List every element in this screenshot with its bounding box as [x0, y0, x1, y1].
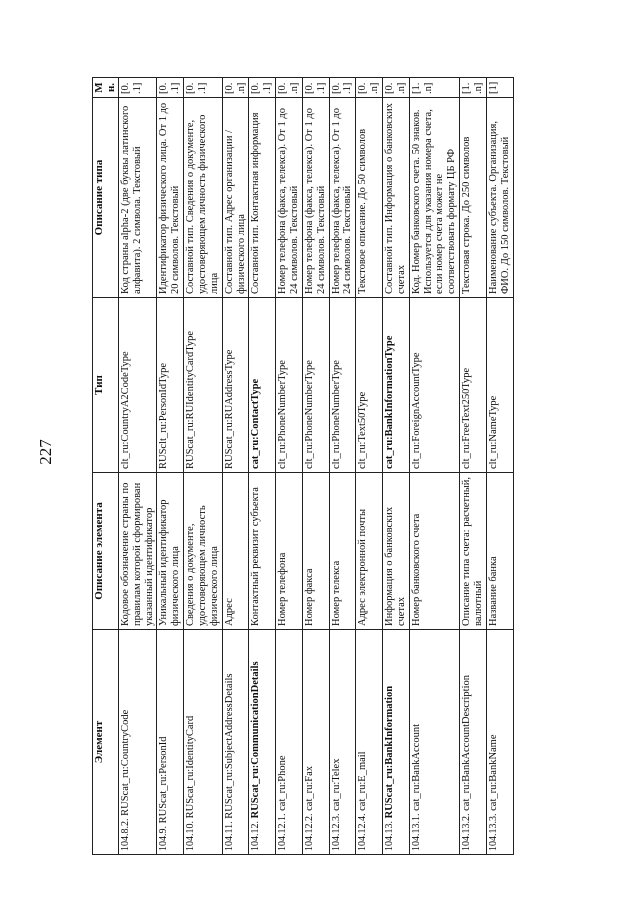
- cell-element: [486, 630, 513, 855]
- cell-element: [383, 630, 410, 855]
- table-row: [329, 78, 356, 855]
- cell-type: clt_ru:Text50Type: [356, 298, 383, 473]
- cell-element: [302, 630, 329, 855]
- separator: [185, 818, 196, 821]
- row-number: 104.9.: [158, 826, 170, 851]
- table-row: [184, 78, 223, 855]
- table-row: [383, 78, 410, 855]
- row-number: 104.13.: [384, 821, 396, 851]
- row-number: 104.12.3.: [330, 813, 342, 851]
- element-name: RUScat_ru:CountryCode: [119, 709, 131, 816]
- table-row: [460, 78, 487, 855]
- element-name: RUScat_ru:BankInformation: [384, 685, 396, 819]
- cell-element: [118, 630, 157, 855]
- cell-element: [460, 630, 487, 855]
- table-row: [409, 78, 459, 855]
- cell-element-description: Номер факса: [302, 473, 329, 630]
- table-row: [249, 78, 276, 855]
- cell-multiplicity: [0..1]: [329, 78, 356, 98]
- table-row: [302, 78, 329, 855]
- cell-type-description: Номер телефона (факса, телекса). От 1 до 24 символов. Текстовый: [329, 98, 356, 298]
- cell-multiplicity: [0..1]: [249, 78, 276, 98]
- table-row: [222, 78, 249, 855]
- cell-type-description: Номер телефона (факса, телекса). От 1 до 24 символов. Текстовый: [302, 98, 329, 298]
- cell-element: [409, 630, 459, 855]
- cell-element: [157, 630, 184, 855]
- cell-element: [249, 630, 276, 855]
- rotated-page-content: [92, 78, 618, 855]
- cell-type: clt_ru:PhoneNumberType: [302, 298, 329, 473]
- cell-element-description: Номер банковского счета: [409, 473, 459, 630]
- cell-type: RUScat_ru:RUAddressType: [222, 298, 249, 473]
- cell-type-description: Номер телефона (факса, телекса). От 1 до 24 символов. Текстовый: [276, 98, 303, 298]
- table-row: [276, 78, 303, 855]
- cell-type-description: Составной тип. Контактная информация: [249, 98, 276, 298]
- cell-type: cat_ru:BankInformationType: [383, 298, 410, 473]
- cell-type: RUSclt_ru:PersonIdType: [157, 298, 184, 473]
- cell-multiplicity: [1..n]: [460, 78, 487, 98]
- cell-element-description: Адрес электронной почты: [356, 473, 383, 630]
- cell-element-description: Номер телекса: [329, 473, 356, 630]
- cell-element-description: Уникальный идентификатор физического лица: [157, 473, 184, 630]
- table-row: [118, 78, 157, 855]
- cell-type: cat_ru:ContactType: [249, 298, 276, 473]
- table-header-row: [93, 78, 119, 855]
- table-row: [157, 78, 184, 855]
- cell-type-description: Код. Номер банковского счета. 50 знаков. Используется для указания номера счета, если номер счета может не соответствовать формату ЦБ РФ: [409, 98, 459, 298]
- cell-type: clt_ru:FreeText250Type: [460, 298, 487, 473]
- cell-element-description: Номер телефона: [276, 473, 303, 630]
- element-name: cat_ru:BankName: [487, 734, 499, 811]
- element-name: cat_ru:Fax: [303, 765, 315, 811]
- cell-multiplicity: [0..n]: [356, 78, 383, 98]
- cell-type: clt_ru:PhoneNumberType: [329, 298, 356, 473]
- cell-type-description: Идентификатор физического лица. От 1 до 20 символов. Текстовый: [157, 98, 184, 298]
- cell-type: RUScat_ru:RUIdentityCardType: [184, 298, 223, 473]
- header-element-description: Описание элемента: [93, 473, 119, 630]
- row-number: 104.13.1.: [410, 813, 422, 851]
- separator: [250, 818, 261, 821]
- header-element: Элемент: [93, 630, 119, 855]
- cell-type-description: Составной тип. Информация о банковских счетах: [383, 98, 410, 298]
- cell-element-description: Контактный реквизит субъекта: [249, 473, 276, 630]
- separator: [158, 823, 169, 826]
- cell-element: [222, 630, 249, 855]
- separator: [224, 819, 235, 822]
- cell-element-description: Информация о банковских счетах: [383, 473, 410, 630]
- cell-multiplicity: [0..n]: [276, 78, 303, 98]
- cell-multiplicity: [1]: [486, 78, 513, 98]
- cell-element-description: Сведения о документе, удостоверяющем личность физического лица: [184, 473, 223, 630]
- cell-multiplicity: [0..1]: [118, 78, 157, 98]
- row-number: 104.10.: [185, 821, 197, 851]
- row-number: 104.12.1.: [277, 813, 289, 851]
- cell-type-description: Составной тип. Адрес организации / физического лица: [222, 98, 249, 298]
- row-number: 104.11.: [223, 821, 235, 851]
- cell-multiplicity: [1..n]: [409, 78, 459, 98]
- cell-element-description: Адрес: [222, 473, 249, 630]
- header-type: Тип: [93, 298, 119, 473]
- row-number: 104.8.2.: [119, 818, 131, 851]
- cell-type-description: Код страны alpha-2 (две буквы латинского алфавита). 2 символа. Текстовый: [118, 98, 157, 298]
- element-name: RUScat_ru:CommunicationDetails: [250, 661, 262, 819]
- element-name: cat_ru:Phone: [277, 755, 289, 811]
- cell-type: clt_ru:PhoneNumberType: [276, 298, 303, 473]
- row-number: 104.12.2.: [303, 813, 315, 851]
- cell-element: [356, 630, 383, 855]
- separator: [384, 818, 395, 821]
- table-row: [486, 78, 513, 855]
- element-name: cat_ru:BankAccountDescription: [461, 675, 473, 811]
- cell-element-description: Кодовое обозначение страны по правилам которой сформирован указанный идентификатор: [118, 473, 157, 630]
- cell-type-description: Текстовая строка. До 250 символов: [460, 98, 487, 298]
- cell-multiplicity: [0..1]: [184, 78, 223, 98]
- row-number: 104.12.4.: [357, 813, 369, 851]
- row-number: 104.13.2.: [461, 813, 473, 851]
- cell-type: clt_ru:CountryA2CodeType: [118, 298, 157, 473]
- cell-element: [276, 630, 303, 855]
- cell-element: [184, 630, 223, 855]
- cell-multiplicity: [0..1]: [157, 78, 184, 98]
- cell-element: [329, 630, 356, 855]
- element-name: RUScat_ru:IdentityCard: [185, 715, 197, 819]
- element-name: cat_ru:E_mail: [357, 751, 369, 811]
- cell-element-description: Описание типа счета: расчетный, валютный: [460, 473, 487, 630]
- cell-type-description: Составной тип. Сведения о документе, удостоверяющем личность физического лица: [184, 98, 223, 298]
- cell-multiplicity: [0..n]: [383, 78, 410, 98]
- header-type-description: Описание типа: [93, 98, 119, 298]
- row-number: 104.13.3.: [487, 813, 499, 851]
- cell-multiplicity: [0..n]: [222, 78, 249, 98]
- table-body: [118, 78, 513, 855]
- row-number: 104.12.: [250, 821, 262, 851]
- table-row: [356, 78, 383, 855]
- cell-type: clt_ru:NameType: [486, 298, 513, 473]
- page-number: 227: [36, 439, 55, 465]
- cell-multiplicity: [0..1]: [302, 78, 329, 98]
- element-name: cat_ru:Telex: [330, 758, 342, 811]
- element-name: cat_ru:BankAccount: [410, 723, 422, 811]
- cell-type-description: Текстовое описание. До 50 символов: [356, 98, 383, 298]
- element-name: RUScat_ru:SubjectAddressDetails: [223, 673, 235, 819]
- cell-type: clt_ru:ForeignAccountType: [409, 298, 459, 473]
- header-multiplicity: Мн.: [93, 78, 119, 98]
- elements-table: [92, 77, 514, 855]
- element-name: RUScat_ru:PersonId: [158, 736, 170, 824]
- cell-element-description: Название банка: [486, 473, 513, 630]
- cell-type-description: Наименование субъекта. Организация, ФИО. До 150 символов. Текстовый: [486, 98, 513, 298]
